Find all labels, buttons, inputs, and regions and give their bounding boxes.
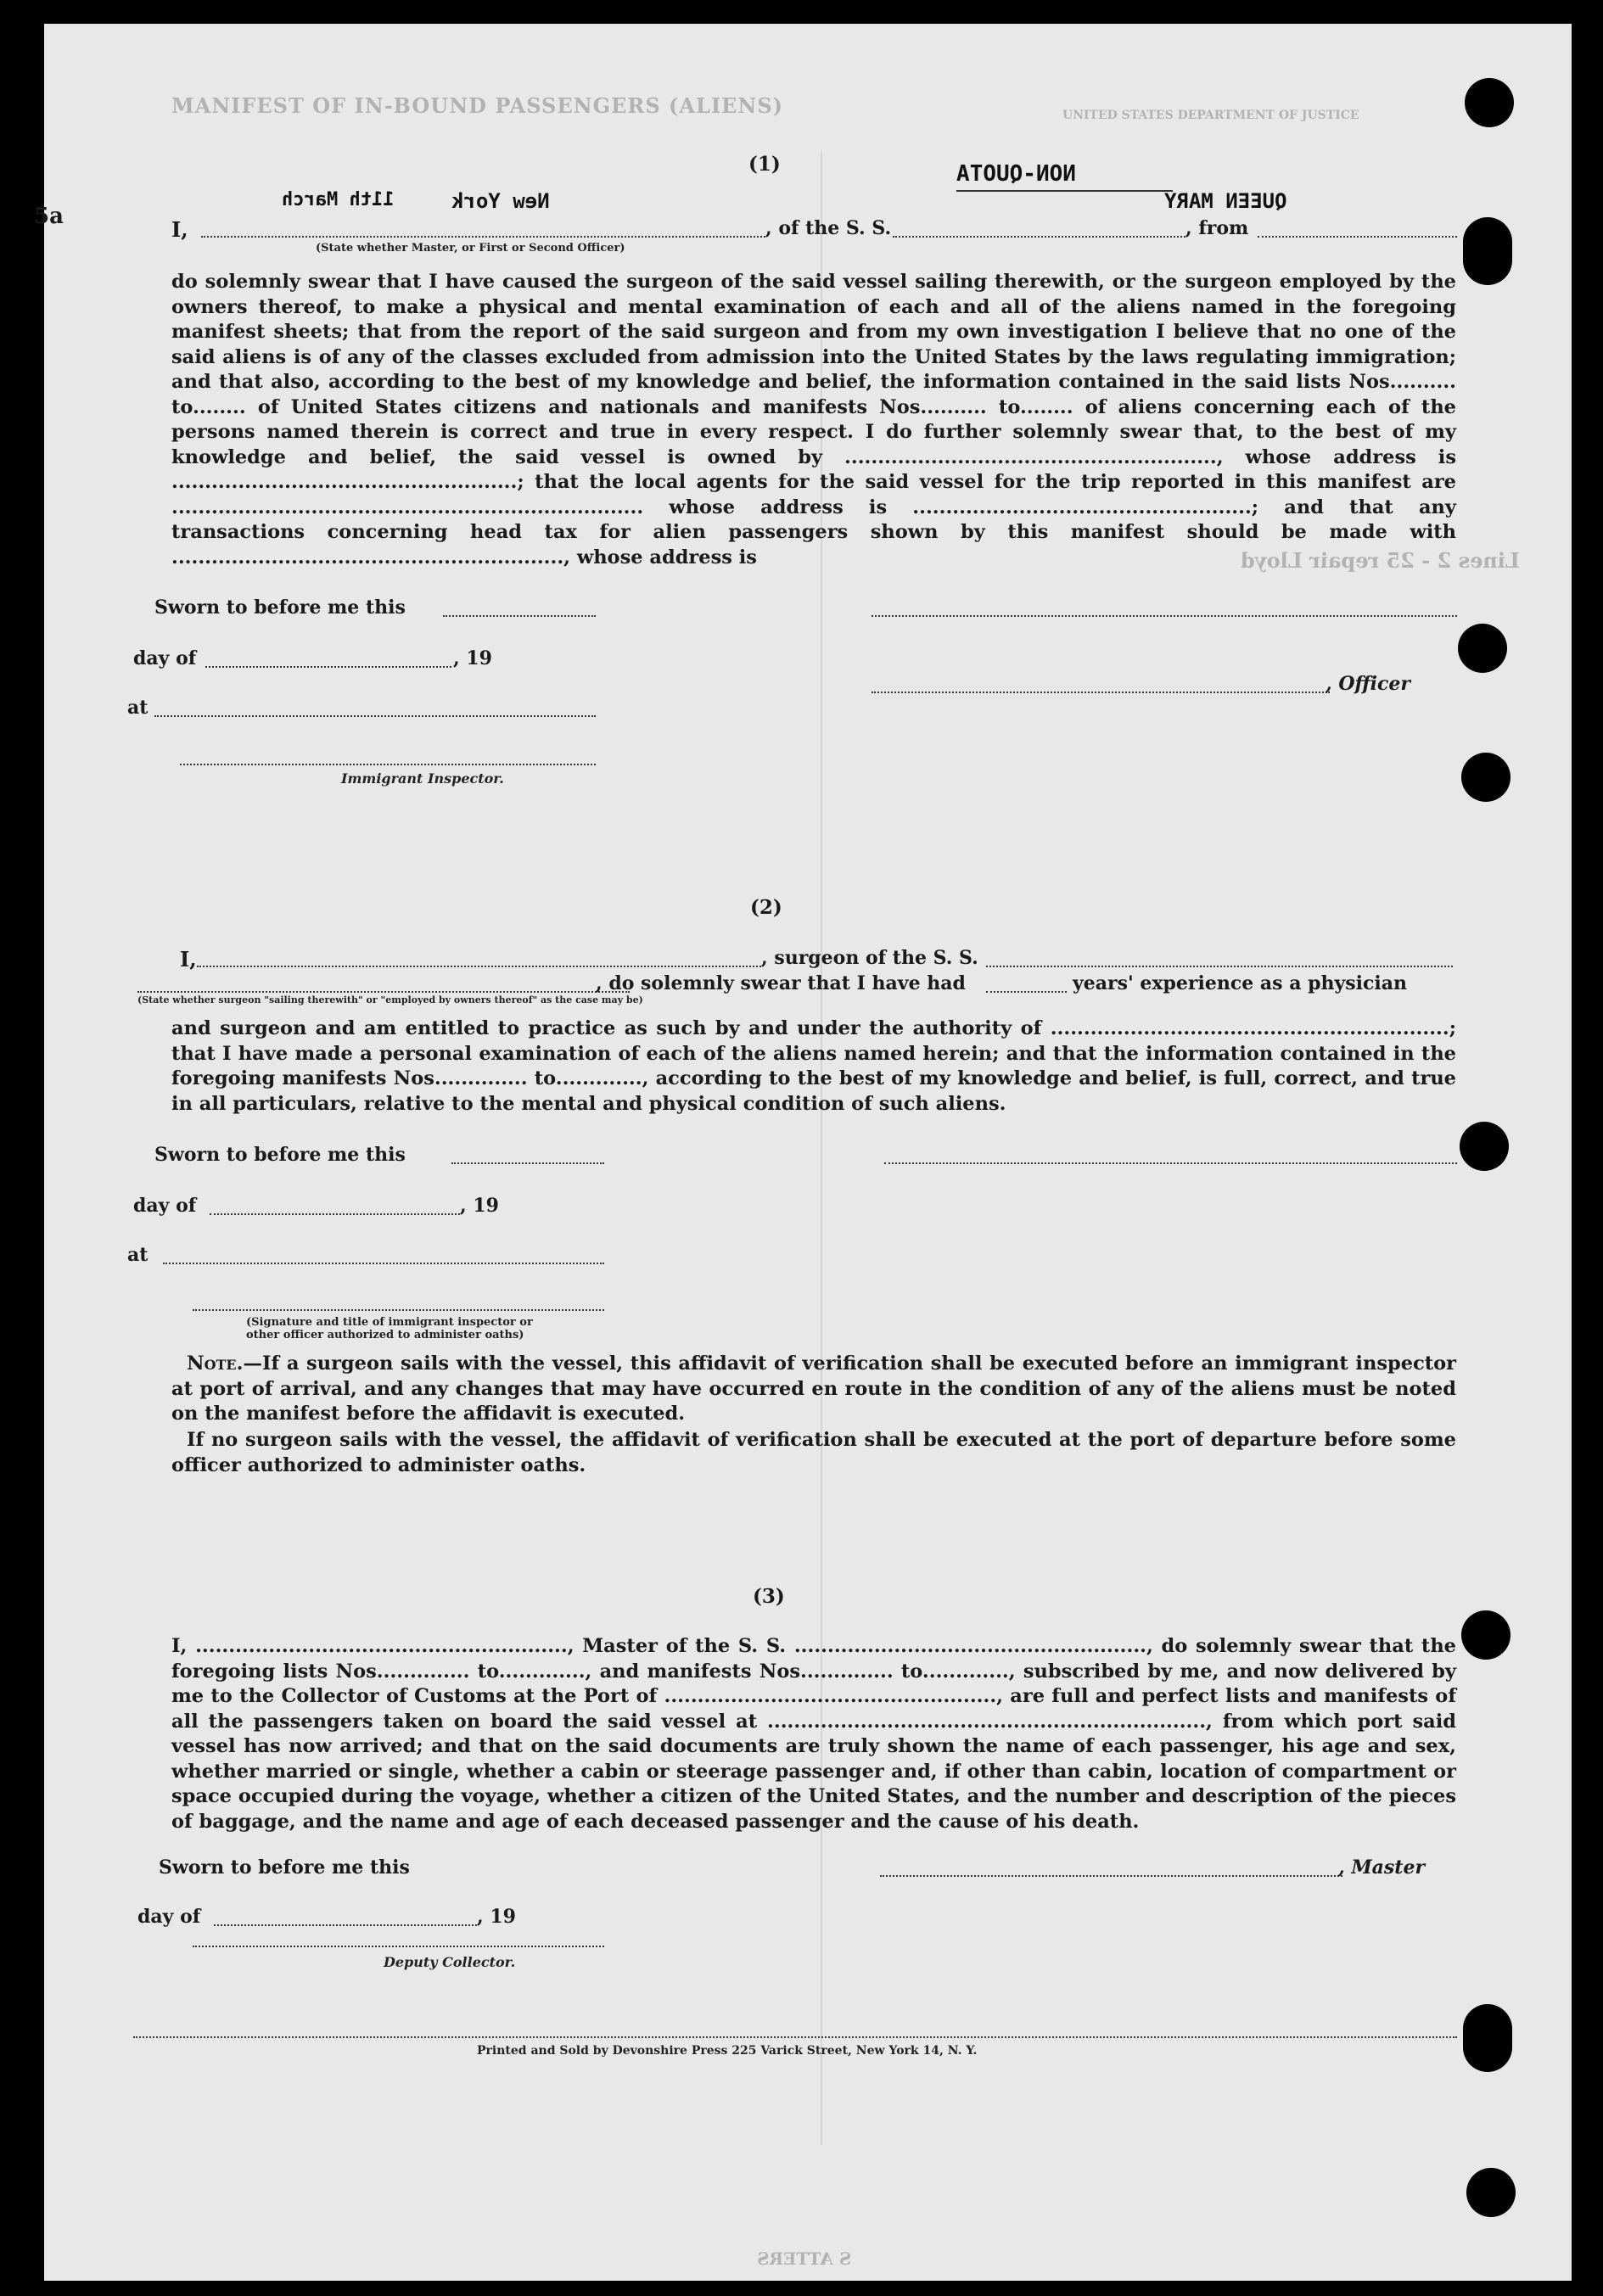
binder-hole [1463, 2004, 1512, 2072]
s2-signature-line [193, 1309, 604, 1311]
s2-name-line [197, 966, 761, 967]
s1-officer-line [872, 692, 1330, 693]
s2-sworn-label: Sworn to before me this [154, 1144, 406, 1166]
faint-lines-note: Lines 2 - 25 repair Lloyd [1241, 548, 1520, 573]
binder-hole [1461, 1610, 1511, 1660]
s2-note-2: If no surgeon sails with the vessel, the affidavit of verification shall be executed at the port of departure before some officer authorized to administer oaths. [171, 1429, 1456, 1476]
page-marker: 5a [34, 204, 64, 229]
s3-oath-text: I, ........................................................, Master of the S. S. ....................................................., do solemnly swear that the foregoing lists Nos.............. to............., and manifests Nos.............. to............., subscribed by me, and now delivered by me to the Collector of Customs at the Port of .................................................., are full and perfect lists and manifests of all the passengers taken on board the said vessel at .................................................................., from which port said vessel has now arrived; and that on the said documents are truly shown the name of each passenger, his age and sex, whether married or single, whether a cabin or steerage passenger and, if other than cabin, location of compartment or space occupied during the voyage, whether a citizen of the United States, and the number and description of the pieces of baggage, and the name and age of each deceased passenger and the cause of his death. [171, 1635, 1456, 1833]
s2-note [171, 1352, 1456, 1427]
s3-day-label: day of [137, 1906, 201, 1928]
binder-hole [1466, 2168, 1516, 2217]
s2-surgeon-type-line [137, 991, 630, 993]
stamp-non-quota: NON-QUOTA [956, 161, 1076, 187]
s1-of-ss: , of the S. S. [765, 217, 892, 239]
s1-year: , 19 [453, 647, 492, 669]
s1-sworn-label: Sworn to before me this [154, 596, 406, 619]
s3-day-line [214, 1924, 477, 1926]
s3-deputy-label: Deputy Collector. [384, 1954, 516, 1970]
s3-master-line [880, 1875, 1342, 1877]
section-2-number: (2) [750, 896, 782, 919]
s2-ship-line [986, 966, 1453, 967]
s1-inspector-label: Immigrant Inspector. [341, 770, 504, 787]
s2-day-line [210, 1213, 460, 1215]
s1-oath-text: do solemnly swear that I have caused the surgeon of the said vessel sailing therewith, or the surgeon employed by the owners thereof, to make a physical and mental examination of each and all of the aliens named in the foregoing manifest sheets; that from the report of the said surgeon and from my own investigation I believe that no one of the said aliens is of any of the classes excluded from admission into the United States by the laws regulating immigration; and that also, according to the best of my knowledge and belief, the information contained in the said lists Nos.......... to........ of United States citizens and nationals and manifests Nos.......... to........ of aliens concerning each of the persons named therein is correct and true in every respect. I do further solemnly swear that, to the best of my knowledge and belief, the said vessel is owned by ........................................................, whose address is ....................................................; that the local agents for the said vessel for the trip reported in this manifest are ....................................................................... whose address is ...................................................; and that any transactions concerning head tax for alien passengers shown by this manifest should be made with ..........................................................., whose address is [171, 271, 1456, 568]
s2-note-text: —If a surgeon sails with the vessel, this affidavit of verification shall be executed before an immigrant inspector at port of arrival, and any changes that may have occurred en route in the condition of any of the aliens must be noted on the manifest before the affidavit is executed. [171, 1352, 1456, 1425]
s1-officer-sign-line [872, 615, 1457, 617]
s2-surgeon-note: (State whether surgeon "sailing therewith" or "employed by owners thereof" as the case may be) [137, 994, 643, 1005]
s3-deputy-line [193, 1946, 604, 1947]
s2-signature-note-1: (Signature and title of immigrant inspector or [246, 1316, 533, 1329]
printer-credit: Printed and Sold by Devonshire Press 225 Varick Street, New York 14, N. Y. [477, 2044, 978, 2058]
faint-form-header: UNITED STATES DEPARTMENT OF JUSTICE [1062, 109, 1359, 122]
s2-day-label: day of [133, 1195, 197, 1217]
s1-day-label: day of [133, 647, 197, 669]
s1-from: , from [1185, 217, 1249, 239]
s2-at-line [163, 1263, 604, 1264]
s1-at-label: at [127, 697, 149, 719]
s1-officer-note: (State whether Master, or First or Second Officer) [316, 242, 625, 255]
faint-manifest-title: MANIFEST OF IN-BOUND PASSENGERS (ALIENS) [171, 93, 784, 118]
s2-surgeon-of: , surgeon of the S. S. [761, 947, 978, 969]
s1-day-line [205, 666, 451, 668]
binder-hole [1463, 217, 1512, 285]
section-1-number: (1) [748, 153, 781, 176]
binder-hole [1458, 624, 1507, 673]
binder-hole [1461, 753, 1511, 802]
s3-sworn-label: Sworn to before me this [159, 1856, 410, 1879]
s1-ship-line [893, 236, 1185, 238]
s1-inspector-line [180, 764, 596, 765]
footer-rule [133, 2036, 1457, 2038]
binder-hole [1465, 78, 1514, 127]
s2-sign-line [884, 1162, 1457, 1164]
s2-years: years' experience as a physician [1073, 972, 1408, 994]
s2-sworn-line [451, 1162, 604, 1164]
s1-sworn-line [443, 615, 596, 617]
s3-year: , 19 [477, 1906, 516, 1928]
manifest-page [34, 24, 1572, 2281]
binder-hole [1460, 1122, 1509, 1171]
s2-intro-I: I, [180, 947, 197, 972]
s2-oath-text: and surgeon and am entitled to practice as such by and under the authority of ............................................................; that I have made a personal examination of each of the aliens named herein; and that the information contained in the foregoing manifests Nos.............. to............., according to the best of my knowledge and belief, is full, correct, and true in all particulars, relative to the mental and physical condition of such aliens. [171, 1017, 1456, 1115]
stamp-new-york: New York [451, 189, 550, 213]
faint-bleed-text: S ATTERS [757, 2248, 852, 2269]
s2-at-label: at [127, 1244, 149, 1266]
s2-year: , 19 [460, 1195, 499, 1217]
stamp-date: 11th March [282, 189, 395, 210]
s3-master-label: , Master [1338, 1856, 1426, 1879]
s1-officer-label: , Officer [1326, 673, 1411, 695]
s2-years-line [986, 991, 1067, 993]
s1-intro-I: I, [171, 217, 188, 242]
s1-from-line [1258, 236, 1457, 238]
s2-note-label: Note. [187, 1352, 244, 1375]
section-3-number: (3) [753, 1585, 785, 1608]
s1-at-line [154, 715, 596, 717]
s1-name-line [201, 236, 765, 238]
stamp-underline [956, 190, 1173, 192]
s2-signature-note-2: other officer authorized to administer oaths) [246, 1329, 524, 1341]
s2-swear: , do solemnly swear that I have had [596, 972, 966, 994]
stamp-queen-mary: QUEEN MARY [1164, 189, 1287, 213]
